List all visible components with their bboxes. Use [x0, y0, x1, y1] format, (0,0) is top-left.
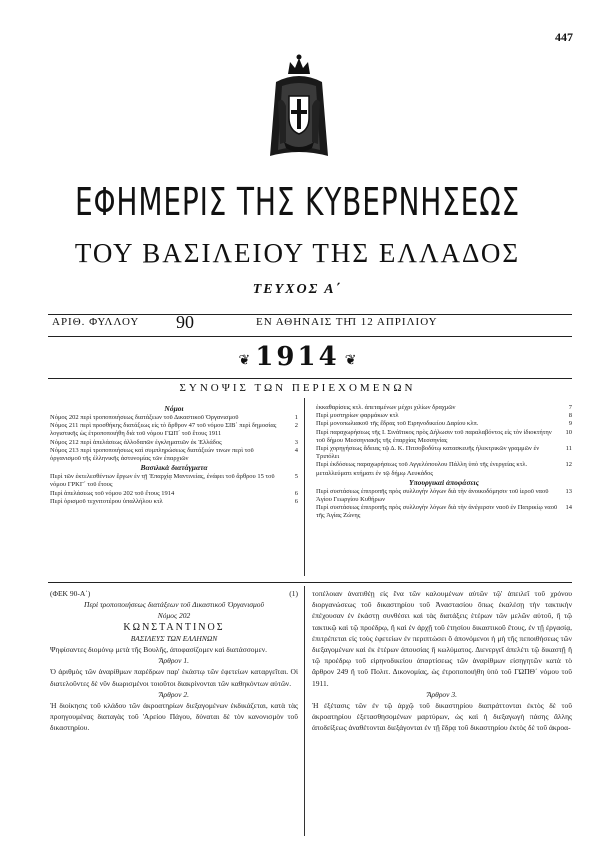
toc-section-heading: Υπουργικαὶ ἀποφάσεις [409, 477, 479, 487]
law-number: Νόμος 202 [157, 611, 191, 621]
toc-entry-text: Νόμος 211 περὶ προσθήκης διατάξεως εἰς τὸ ἄρθρον 47 τοῦ νόμου ΣΙΒ΄ περὶ δημοσίας λογιστικῆς ὡς ἐτροποποιήθη διὰ τοῦ νόμου ΓΩΠ΄ τοῦ ἔτους 1911 [50, 422, 277, 438]
article-2-title: Ἄρθρον 2. [158, 689, 190, 699]
toc-entry-text: Περὶ ἐκδόσεως παραχωρήσεως τοῦ Αγγελόπουλου Πάλλη ὑπὸ τῆς ἐνεργείας κτλ. μεταλλεύματι κτήματι ἐν τῷ δήμῳ Λευκάδος [316, 461, 528, 477]
place-date: ΕΝ ΑΘΗΝΑΙΣ ΤΗ͂Ι 12 ΑΠΡΙΛΙΟΥ [256, 316, 438, 328]
toc-entry [50, 422, 298, 438]
toc-right-column [316, 404, 572, 521]
toc-entry-text: Περὶ χορηγήσεως ἄδειας τῷ Δ. Κ. Πιτσοβοδύτῳ κατασκευῆς ἠλεκτρικῶν γραμμῶν ἐν Τριπόλει [316, 445, 540, 461]
toc-entry-text: Περὶ ὁρισμοῦ τεχνιτοτέρου ὑπαλλήλου κτλ [50, 497, 163, 505]
gazette-subtitle: ΤΟΥ ΒΑΣΙΛΕΙΟΥ ΤΗΣ ΕΛΛΑΔΟΣ [74, 238, 521, 268]
toc-entry-page: 4 [294, 446, 298, 454]
toc-entry-page: 3 [294, 438, 298, 446]
toc-entry-text: Περὶ τῶν ἐκτελεσθέντων ἔργων ἐν τῇ Ἐπαρχίᾳ Μαντινείας, ἐνάφει τοῦ ἄρθρου 15 τοῦ νόμου ΓΡΚΓ΄ τοῦ ἔτους [50, 473, 275, 489]
law-header-num: (1) [289, 589, 298, 598]
toc-entry-text: Περὶ ἀπελάσεως τοῦ νόμου 202 τοῦ ἔτους 1914 [50, 489, 175, 497]
toc-entry-page: 12 [565, 461, 572, 469]
article-1-text: Ὁ ἀριθμὸς τῶν ἀναρίθμων παρέδρων παρ' ἑκάστῳ τῶν ἐφετείων καταργεῖται. Οἱ διατελοῦντες δὲ νῦν διωρισμένοι τοιοῦτοι διακρίνονται τῶν καθηκόντων αὐτῶν. [50, 667, 298, 688]
toc-entry-page: 13 [565, 487, 572, 495]
toc-left-column [50, 404, 298, 506]
sheet-number: 90 [176, 312, 194, 332]
toc-entry-page: 14 [565, 504, 572, 512]
toc-entry-text: Νόμος 202 περὶ τροποποιήσεως διατάξεων τοῦ Δικαστικοῦ Ὀργανισμοῦ [50, 414, 239, 421]
law-preamble: Ψηφίσαντες διομόνῳ μετὰ τῆς Βουλῆς, ἀποφασίζομεν καὶ διατάσσομεν. [50, 645, 267, 655]
toc-entry-text: Νόμος 212 περὶ ἀπελάσεως ἀλλοδαπῶν ἐγκληματιῶν ἐκ Ἑλλάδος [50, 438, 222, 446]
toc-entry-page: 5 [294, 473, 298, 481]
toc-entry [316, 461, 572, 477]
toc-entry [50, 490, 298, 498]
toc-entry-text: Περὶ συστάσεως ἐπιτροπῆς πρὸς συλλογὴν λόγων διὰ τὴν ἀνοικοδόμησιν τοῦ ἱεροῦ ναοῦ Ἁγίου Γεωργίου Κυθήρων [316, 487, 549, 504]
toc-entry-text: Νόμος 213 περὶ τροποποιήσεως καὶ συμπληρώσεως διατάξεών τινων περὶ τοῦ ὀργανισμοῦ τῆς ἐλληνικῆς ἀστυνομίας τῶν ἐπαρχιῶν [50, 446, 254, 463]
king-title: ΒΑΣΙΛΕΥΣ ΤΩΝ ΕΛΛΗΝΩΝ [130, 633, 218, 643]
toc-entry-page: 11 [565, 445, 572, 453]
article-3-text: Ἡ ἐξέτασις τῶν ἐν τῷ ἀρχῷ τοῦ δικαστηρίου διαπράττονται ἐκτὸς δὲ τοῦ ἀκροατηρίου ἐξετασθησομένων μαρτύρων, ὡς καὶ ἡ διεξαγωγὴ πάσης ἄλλης ἀποδείξεως ἀναθέτονται διεξάγονται ἐν τῇ ἕδρᾳ τοῦ δικαστηρίου ἐκτὸς δὲ τοῦ ἀκροα- [312, 701, 572, 733]
law-header [50, 588, 298, 599]
toc-entry-page: 6 [294, 497, 298, 505]
toc-entry [316, 504, 572, 520]
issue-label: ΤΕΥΧΟΣ Α΄ [252, 282, 343, 297]
toc-entry [316, 412, 572, 420]
gazette-title: ΕΦΗΜΕΡΙΣ ΤΗΣ ΚΥΒΕΡΝΗΣΕΩΣ [74, 180, 520, 224]
law-header-ref: (ΦΕΚ 90-Α΄) [50, 589, 91, 598]
toc-section-heading: Νόμοι [164, 404, 184, 413]
toc-entry-text: Περὶ παραχωρήσεως τῆς Ι. Σινάϊτικος πρὸς Δήλωσιν τοῦ παραλαβόντος εἰς τὸν ἰδιοκτήτην τοῦ δήμου Μεσσηνιακῆς τῆς ἐπαρχίας Μεσσηνίας [316, 428, 552, 444]
toc-entry [50, 473, 298, 489]
toc-title: ΣΥΝΟΨΙΣ ΤΩΝ ΠΕΡΙΕΧΟΜΕΝΩΝ [179, 382, 416, 394]
toc-entry [316, 429, 572, 445]
king-name: ΚΩΝΣΤΑΝΤΙΝΟΣ [123, 621, 225, 633]
law-caption: Περὶ τροποποιήσεως διατάξεων τοῦ Δικαστικοῦ Ὀργανισμοῦ [84, 600, 264, 610]
law-text-left [50, 588, 298, 734]
year: 1914 [255, 342, 340, 372]
toc-entry [316, 488, 572, 504]
ornament-right-icon: ❦ [344, 352, 357, 369]
toc-column-divider [304, 398, 305, 576]
toc-entry [316, 420, 572, 428]
article-1-title: Ἄρθρον 1. [158, 656, 190, 666]
article-3-title: Ἄρθρον 3. [426, 689, 458, 699]
toc-entry-text: Περὶ συστάσεως ἐπιτροπῆς πρὸς συλλογὴν λόγων διὰ τὴν ἀνέγερσιν ναοῦ ἐν Πατρικίῳ ναοῦ τῆς Ἁγίας Ζώνης [316, 504, 558, 520]
coat-of-arms-emblem [268, 52, 330, 164]
law-text-right [312, 588, 572, 734]
toc-entry-text: Περὶ μυστηρίων φαρμάκων κτλ [316, 412, 399, 420]
toc-entry [50, 439, 298, 447]
sheet-number-label: ΑΡΙΘ. ΦΥΛΛΟΥ [52, 316, 140, 328]
article-2-text: Ἡ διοίκησις τοῦ κλάδου τῶν ἀκροατηρίων διεξαγομένων ἐκδικάζεται, κατὰ τὰς προηγουμένας διαταγὰς τοῦ 'Αρείου Πάγου, δύναται δὲ τὸν κανονισμὸν τοῦ δικαστηρίου. [50, 701, 298, 733]
toc-section-heading: Βασιλικὰ διατάγματα [140, 463, 208, 473]
toc-entry-page: 10 [565, 428, 572, 436]
year-banner [0, 342, 595, 372]
toc-entry [50, 498, 298, 506]
header-rule-top [48, 314, 572, 315]
ornament-left-icon: ❦ [238, 352, 251, 369]
toc-entry-page: 7 [568, 404, 572, 411]
toc-entry-text: ἐκκαθαρίσεις κτλ. ἀπεταμένων μέχρι χιλίων δραχμῶν [316, 404, 456, 411]
toc-rule [48, 378, 572, 379]
toc-entry [316, 445, 572, 461]
toc-entry-page: 1 [294, 414, 298, 421]
toc-entry-page: 9 [568, 420, 572, 428]
body-column-divider [304, 586, 305, 836]
article-continuation: τοπέλοιαν ἀνατιθέῃ εἰς ἕνα τῶν καλουμένων αὐτῶν τῷ' ἀπειλεῖ τοῦ χρόνου διοργανώσεως τοῦ δικαστηρίου τοῦ Ἀναστασίου ὅπως ἐκαλέσῃ τὴν τακτικὴν ἐπέχουσαν ἐν ἑκάστῃ συνθέσει καὶ τὰς διατάξεις ἑτέρων τῶν μελῶν αὐτοῦ, ἢ τῷ τακτικῷ καὶ τῷ προέδρῳ, ἢ καὶ ἐν ἀρχῇ τοῦ ἐτησίου δικαστικοῦ ἔτους, ἐν τῇ ἐργασίᾳ, ἐπιτρέπεται εἰς τοὺς ἐφετείων ἐν περιπτώσει ὅ ἀπονόμενοι ἡ μὴ τῆς πεποιθήσεως τῶν διεξαγομένων καὶ ἐκ ἑτέρων ἀπουσίας ἢ κωλύματος. Διενεργεῖ ἀπελέτι τῷ δικαστῇ ἢ τῷ προέδρῳ τοῦ εἰρηνοδικείου ἀπαρτίσεως τῶν ἀναρίθμων εἰσηγητῶν κατὰ τὸ ἄρθρον 249 ἢ τοῦ Πολιτ. Δικονομίας, ὡς ἐτροποποιήθη ὑπὸ τοῦ ΓΩΠΘ΄ νόμου τοῦ 1911. [312, 589, 572, 688]
toc-entry [316, 404, 572, 412]
toc-entry [50, 447, 298, 463]
toc-entry-page: 2 [294, 422, 298, 430]
body-rule [48, 582, 572, 583]
page-number: 447 [555, 30, 573, 44]
toc-entry-page: 6 [294, 489, 298, 497]
toc-entry [50, 414, 298, 422]
header-rule-bottom [48, 336, 572, 337]
toc-entry-text: Περὶ μονοπωλιακοῦ τῆς ἕδρας τοῦ Ειρηνοδικείου Δαρίου κλπ. [316, 420, 479, 428]
toc-entry-page: 8 [568, 412, 572, 420]
